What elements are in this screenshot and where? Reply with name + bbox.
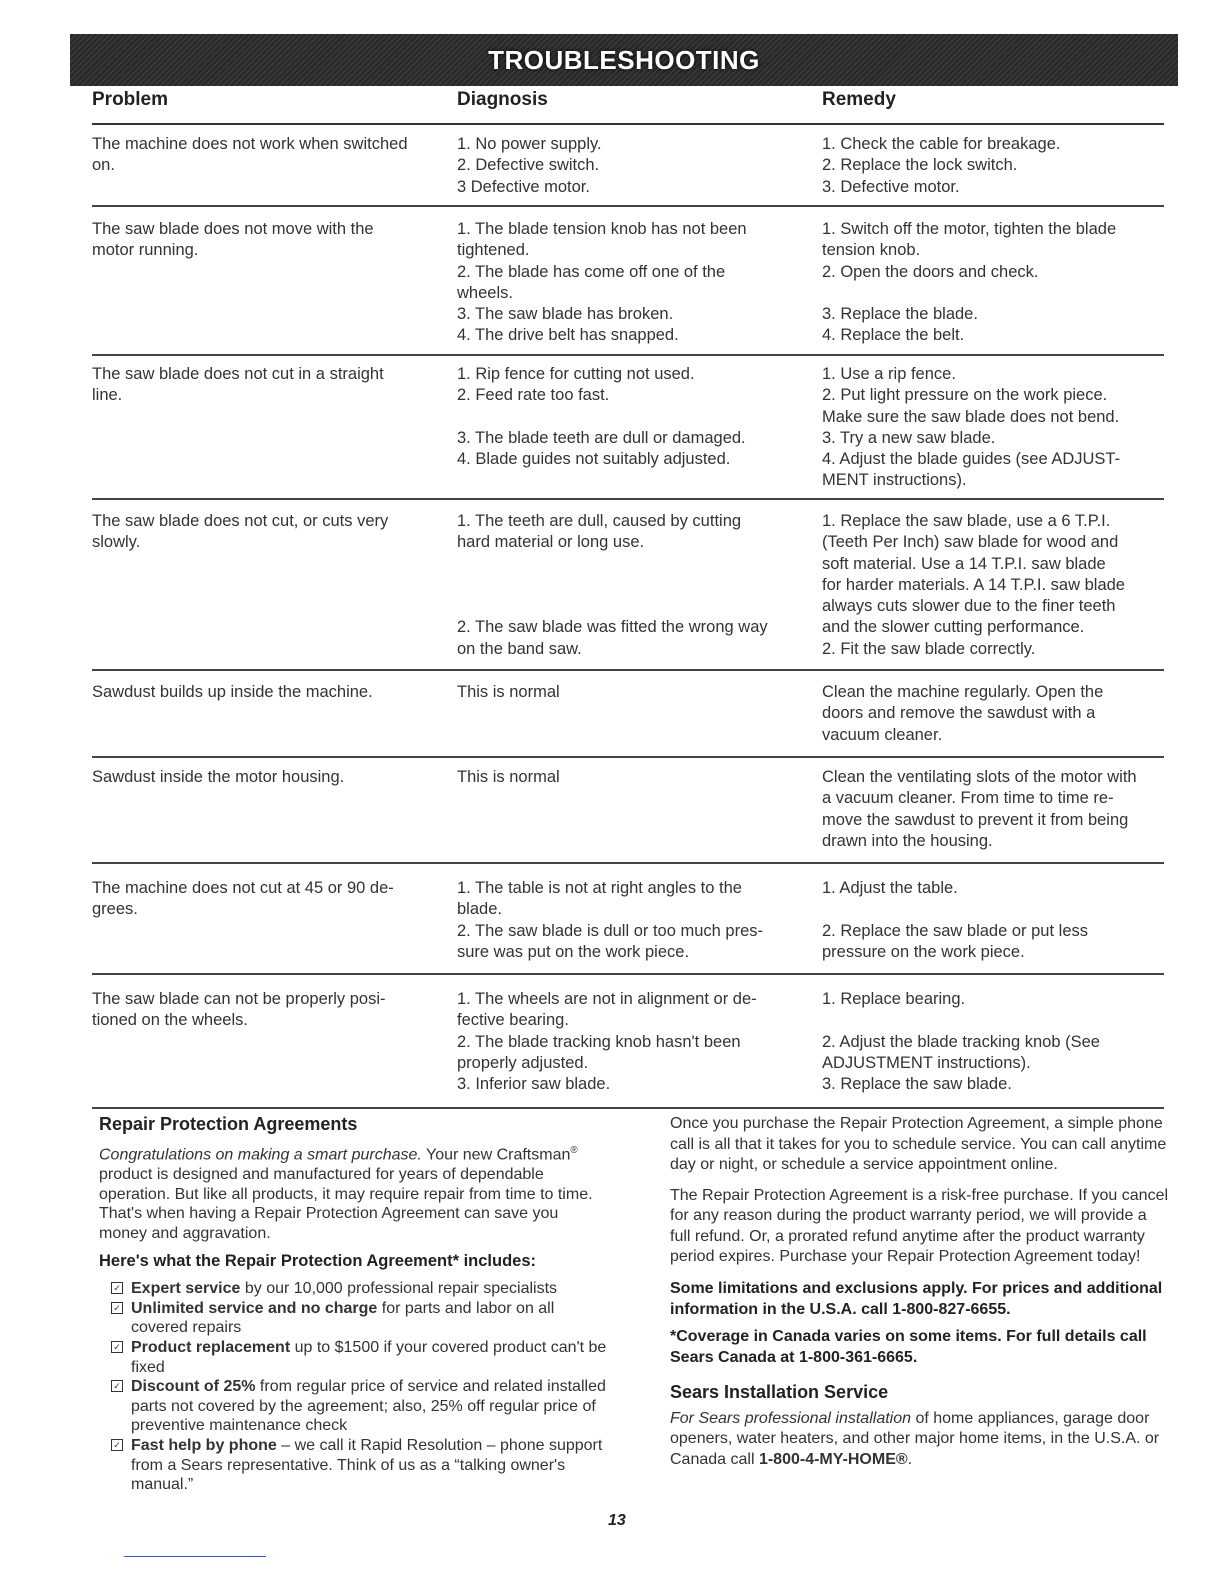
- diagnosis-line: on the band saw.: [457, 639, 582, 658]
- checkbox-icon: ✓: [111, 1282, 123, 1294]
- remedy-line: 1. Adjust the table.: [822, 879, 958, 897]
- remedy-line: 1. Replace the saw blade, use a 6 T.P.I.: [822, 512, 1111, 530]
- diagnosis-line: sure was put on the work piece.: [457, 942, 690, 961]
- problem-line: The machine does not work when switched: [92, 135, 408, 153]
- rpa-includes-heading: Here's what the Repair Protection Agreement* includes:: [99, 1252, 537, 1271]
- header-problem: Problem: [92, 89, 169, 110]
- troubleshooting-banner: [70, 34, 1178, 86]
- remedy-line: 3. Defective motor.: [822, 177, 960, 196]
- benefit-text: for parts and labor on all covered repairs: [131, 1299, 555, 1337]
- list-item: [99, 1279, 609, 1299]
- diagnosis-line: 2. Defective switch.: [457, 156, 600, 175]
- rpa-us-limitations: Some limitations and exclusions apply. For prices and additional information in the U.S.A. call 1-800-827-6655.: [670, 1279, 1163, 1318]
- sis-text: of home appliances, garage door openers, water heaters, and other major home items, in the U.S.A. or Canada call: [670, 1409, 1160, 1468]
- row-divider: [92, 973, 1164, 975]
- diagnosis-line: 1. The wheels are not in alignment or de-: [457, 990, 757, 1008]
- diagnosis-line: wheels.: [457, 283, 513, 302]
- list-item: [99, 1338, 609, 1377]
- header-divider: [92, 123, 1164, 125]
- remedy-line: 1. Check the cable for breakage.: [822, 135, 1061, 153]
- rpa-benefits-list: [99, 1279, 609, 1495]
- diagnosis-line: This is normal: [457, 683, 560, 701]
- remedy-line: 2. Replace the lock switch.: [822, 156, 1018, 175]
- header-remedy: Remedy: [822, 89, 896, 110]
- problem-cell: [92, 682, 442, 703]
- benefit-title: Expert service: [131, 1280, 241, 1298]
- remedy-line: 1. Switch off the motor, tighten the blade: [822, 220, 1117, 238]
- list-item: [99, 1436, 609, 1495]
- diagnosis-cell: [457, 134, 807, 198]
- page-number: 13: [608, 1512, 626, 1529]
- diagnosis-line: 3 Defective motor.: [457, 177, 590, 196]
- row-divider: [92, 354, 1164, 356]
- remedy-line: Make sure the saw blade does not bend.: [822, 407, 1120, 426]
- rpa-intro-a: Your new Craftsman: [421, 1146, 571, 1164]
- diagnosis-line: 1. The teeth are dull, caused by cutting: [457, 512, 742, 530]
- remedy-cell: [822, 682, 1164, 746]
- diagnosis-line: 2. The saw blade was fitted the wrong way: [457, 618, 768, 637]
- remedy-line: 3. Replace the blade.: [822, 305, 978, 324]
- diagnosis-line: [457, 407, 807, 428]
- remedy-line: 2. Open the doors and check.: [822, 262, 1039, 281]
- problem-cell: [92, 364, 442, 407]
- remedy-line: drawn into the housing.: [822, 831, 993, 850]
- remedy-line: 2. Fit the saw blade correctly.: [822, 639, 1036, 658]
- diagnosis-line: [457, 554, 807, 575]
- remedy-line: and the slower cutting performance.: [822, 618, 1085, 637]
- row-divider: [92, 862, 1164, 864]
- remedy-line: 4. Adjust the blade guides (see ADJUST-: [822, 450, 1121, 469]
- page-title: TROUBLESHOOTING: [488, 44, 760, 75]
- diagnosis-line: 1. The blade tension knob has not been: [457, 220, 747, 238]
- rpa-purchase-paragraph: Once you purchase the Repair Protection Agreement, a simple phone call is all that it takes for you to schedule service. You can call anytime day or night, or schedule a service appointment online.: [670, 1115, 1167, 1173]
- checkbox-icon: ✓: [111, 1302, 123, 1314]
- remedy-cell: [822, 767, 1164, 852]
- benefit-title: Product replacement: [131, 1339, 291, 1357]
- rpa-right-column: [670, 1114, 1170, 1480]
- diagnosis-cell: [457, 767, 807, 788]
- sis-end: .: [907, 1450, 913, 1468]
- row-divider: [92, 1107, 1164, 1109]
- diagnosis-line: This is normal: [457, 768, 560, 786]
- problem-line: on.: [92, 156, 115, 175]
- remedy-line: vacuum cleaner.: [822, 725, 943, 744]
- problem-cell: [92, 989, 442, 1032]
- diagnosis-line: 1. No power supply.: [457, 135, 602, 153]
- remedy-line: [822, 283, 1164, 304]
- problem-line: slowly.: [92, 533, 141, 552]
- sis-emphasis: For Sears professional installation: [670, 1409, 912, 1427]
- diagnosis-line: hard material or long use.: [457, 533, 645, 552]
- row-divider: [92, 669, 1164, 671]
- remedy-line: ADJUSTMENT instructions).: [822, 1053, 1031, 1072]
- sis-phone: 1-800-4-MY-HOME®: [758, 1450, 908, 1468]
- remedy-line: 1. Replace bearing.: [822, 990, 966, 1008]
- diagnosis-line: blade.: [457, 900, 502, 919]
- diagnosis-cell: [457, 511, 807, 660]
- problem-line: The saw blade does not cut in a straight: [92, 365, 384, 383]
- benefit-text: by our 10,000 professional repair specialists: [240, 1280, 558, 1298]
- remedy-line: 4. Replace the belt.: [822, 326, 965, 345]
- remedy-line: for harder materials. A 14 T.P.I. saw blade: [822, 575, 1125, 594]
- diagnosis-line: 2. Feed rate too fast.: [457, 386, 610, 405]
- sis-title: Sears Installation Service: [670, 1381, 889, 1402]
- diagnosis-cell: [457, 989, 807, 1095]
- diagnosis-line: 3. The blade teeth are dull or damaged.: [457, 428, 746, 447]
- diagnosis-line: 4. Blade guides not suitably adjusted.: [457, 450, 731, 469]
- remedy-line: 1. Use a rip fence.: [822, 365, 956, 383]
- remedy-cell: [822, 511, 1164, 660]
- remedy-line: 2. Replace the saw blade or put less: [822, 921, 1088, 940]
- problem-cell: [92, 219, 442, 262]
- rpa-risk-free-paragraph: The Repair Protection Agreement is a risk-free purchase. If you cancel for any reason during the product warranty period, we will provide a full refund. Or, a prorated refund anytime after the product warranty period expires. Purchase your Repair Protection Agreement today!: [670, 1186, 1169, 1265]
- diagnosis-line: 4. The drive belt has snapped.: [457, 326, 679, 345]
- benefit-text: – we call it Rapid Resolution – phone support from a Sears representative. Think of us as a “talking owner's manual.”: [131, 1437, 603, 1494]
- benefit-text: from regular price of service and related installed parts not covered by the agreement; also, 25% off regular price of preventive maintenance check: [131, 1378, 606, 1435]
- diagnosis-line: [457, 596, 807, 617]
- rpa-canada-coverage: *Coverage in Canada varies on some items. For full details call Sears Canada at 1-800-361-6665.: [670, 1327, 1147, 1366]
- footer-rule: [124, 1556, 266, 1557]
- remedy-cell: [822, 364, 1164, 492]
- diagnosis-line: 1. The table is not at right angles to the: [457, 879, 742, 897]
- diagnosis-line: fective bearing.: [457, 1011, 569, 1030]
- sis-paragraph: [670, 1409, 1170, 1471]
- row-divider: [92, 756, 1164, 758]
- benefit-title: Fast help by phone: [131, 1437, 277, 1455]
- remedy-line: [822, 1010, 1164, 1031]
- diagnosis-cell: [457, 219, 807, 347]
- remedy-cell: [822, 989, 1164, 1095]
- remedy-line: always cuts slower due to the finer teeth: [822, 597, 1116, 616]
- rpa-intro: [99, 1141, 609, 1243]
- diagnosis-line: tightened.: [457, 241, 530, 260]
- problem-cell: [92, 767, 442, 788]
- remedy-line: 2. Put light pressure on the work piece.: [822, 386, 1108, 405]
- remedy-line: [822, 899, 1164, 920]
- registered-mark: ®: [570, 1145, 578, 1156]
- benefit-text: up to $1500 if your covered product can't be fixed: [131, 1339, 607, 1376]
- remedy-line: doors and remove the sawdust with a: [822, 704, 1096, 723]
- problem-cell: [92, 878, 442, 921]
- checkbox-icon: ✓: [111, 1439, 123, 1451]
- remedy-cell: [822, 134, 1164, 198]
- problem-line: tioned on the wheels.: [92, 1011, 248, 1030]
- remedy-line: Clean the machine regularly. Open the: [822, 683, 1104, 701]
- problem-line: Sawdust builds up inside the machine.: [92, 683, 373, 701]
- problem-line: grees.: [92, 900, 138, 919]
- diagnosis-line: properly adjusted.: [457, 1053, 589, 1072]
- problem-line: The machine does not cut at 45 or 90 de-: [92, 879, 394, 897]
- diagnosis-line: 2. The blade has come off one of the: [457, 262, 726, 281]
- diagnosis-cell: [457, 682, 807, 703]
- problem-cell: [92, 134, 442, 177]
- problem-cell: [92, 511, 442, 554]
- rpa-intro-emphasis: Congratulations on making a smart purchase.: [99, 1146, 422, 1164]
- remedy-line: MENT instructions).: [822, 471, 967, 490]
- remedy-line: soft material. Use a 14 T.P.I. saw blade: [822, 554, 1106, 573]
- remedy-line: move the sawdust to prevent it from being: [822, 810, 1129, 829]
- diagnosis-line: 2. The saw blade is dull or too much pres-: [457, 921, 764, 940]
- benefit-title: Unlimited service and no charge: [131, 1299, 378, 1317]
- diagnosis-line: 1. Rip fence for cutting not used.: [457, 365, 695, 383]
- list-item: [99, 1299, 609, 1338]
- repair-protection-section: [99, 1114, 609, 1495]
- row-divider: [92, 498, 1164, 500]
- remedy-line: 3. Replace the saw blade.: [822, 1075, 1012, 1094]
- remedy-line: 3. Try a new saw blade.: [822, 428, 996, 447]
- checkbox-icon: ✓: [111, 1341, 123, 1353]
- diagnosis-cell: [457, 364, 807, 470]
- row-divider: [92, 205, 1164, 207]
- remedy-line: (Teeth Per Inch) saw blade for wood and: [822, 533, 1119, 552]
- remedy-line: 2. Adjust the blade tracking knob (See: [822, 1032, 1100, 1051]
- problem-line: The saw blade can not be properly posi-: [92, 990, 386, 1008]
- problem-line: motor running.: [92, 241, 199, 260]
- remedy-line: Clean the ventilating slots of the motor with: [822, 768, 1137, 786]
- remedy-line: a vacuum cleaner. From time to time re-: [822, 789, 1114, 808]
- remedy-cell: [822, 878, 1164, 963]
- problem-line: Sawdust inside the motor housing.: [92, 768, 345, 786]
- diagnosis-line: 2. The blade tracking knob hasn't been: [457, 1032, 741, 1051]
- diagnosis-line: 3. Inferior saw blade.: [457, 1075, 611, 1094]
- list-item: [99, 1377, 609, 1436]
- checkbox-icon: ✓: [111, 1380, 123, 1392]
- remedy-line: tension knob.: [822, 241, 921, 260]
- diagnosis-cell: [457, 878, 807, 963]
- benefit-title: Discount of 25%: [131, 1378, 256, 1396]
- problem-line: The saw blade does not move with the: [92, 220, 374, 238]
- rpa-title: Repair Protection Agreements: [99, 1114, 358, 1134]
- diagnosis-line: 3. The saw blade has broken.: [457, 305, 674, 324]
- remedy-line: pressure on the work piece.: [822, 942, 1025, 961]
- rpa-intro-b: product is designed and manufactured for years of dependable operation. But like all products, it may require repair from time to time. That's when having a Repair Protection Agreement can save you money and aggravation.: [99, 1165, 593, 1242]
- diagnosis-line: [457, 575, 807, 596]
- remedy-cell: [822, 219, 1164, 347]
- problem-line: line.: [92, 386, 123, 405]
- header-diagnosis: Diagnosis: [457, 89, 548, 110]
- problem-line: The saw blade does not cut, or cuts very: [92, 512, 389, 530]
